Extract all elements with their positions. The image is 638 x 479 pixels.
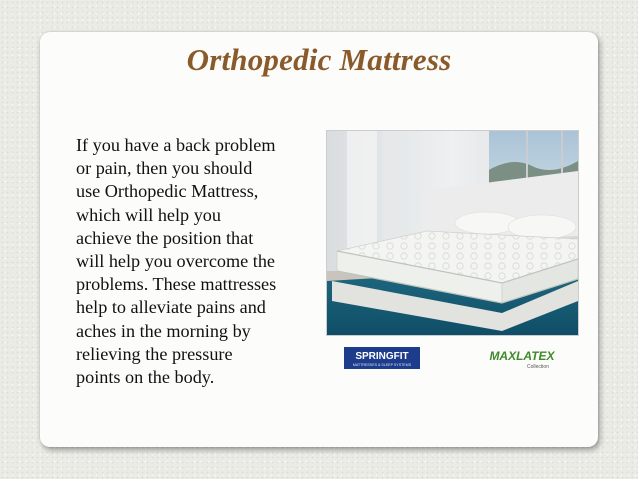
mattress-photo [326,130,579,336]
maxlatex-logo-tagline: Collection [527,364,549,370]
bedroom-image [327,131,578,335]
springfit-logo-tagline: MATTRESSES & SLEEP SYSTEMS [352,363,412,367]
springfit-logo-text: SPRINGFIT [355,351,409,362]
slide-body-text: If you have a back problem or pain, then you should use Orthopedic Mattress, which will help you achieve the position that will help you overcome the problems. These mattresses help to alleviate pains and aches in the morning by relieving the pressure points on the body. [76,135,277,388]
maxlatex-logo-text: MAXLATEX [489,349,555,363]
maxlatex-logo [478,347,566,371]
springfit-logo [344,347,420,369]
slide-title: Orthopedic Mattress [186,42,452,77]
